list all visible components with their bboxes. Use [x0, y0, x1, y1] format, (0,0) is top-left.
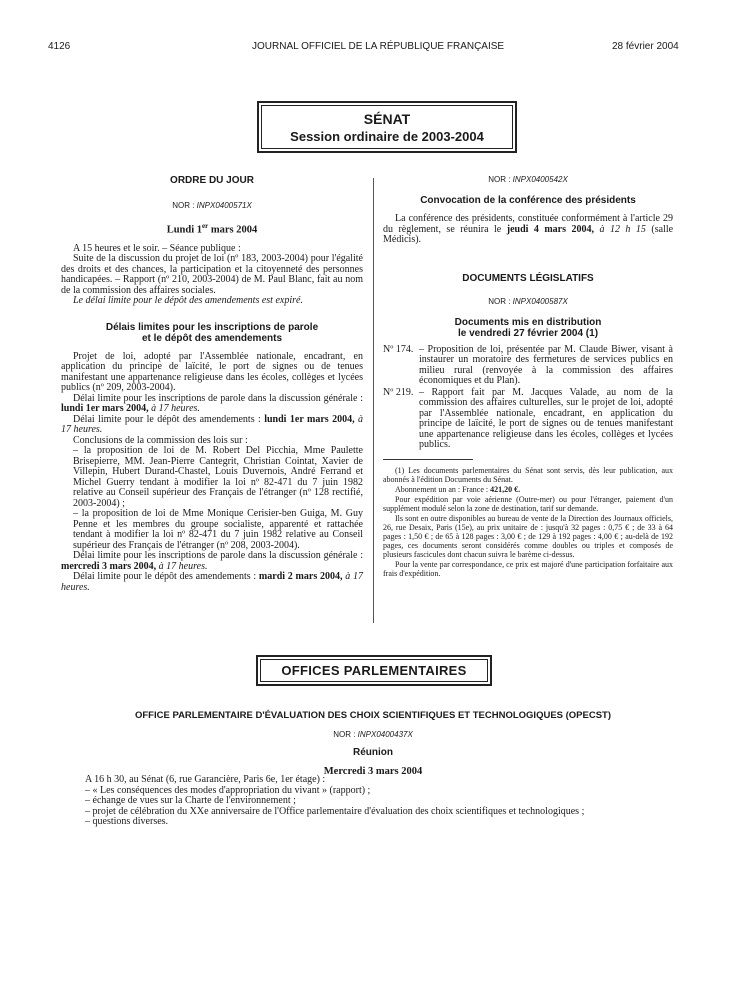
seance-intro: A 15 heures et le soir. – Séance publique : [73, 242, 241, 254]
delai-inscription-2-text: Délai limite pour les inscriptions de parole dans la discussion générale : [73, 550, 363, 561]
footnote-expedition: Pour expédition par voie aérienne (Outre-mer) ou pour l'étranger, paiement d'un supplément modulé selon la zone de destination, tarif sur demande. [383, 494, 673, 513]
offices-box [260, 659, 488, 682]
ordre-du-jour-title: ORDRE DU JOUR [170, 175, 254, 186]
delai-inscription-2-date: mercredi 3 mars 2004, [61, 560, 157, 572]
delai-inscription-1-time: à 17 heures. [151, 403, 200, 414]
delai-inscription-2 [61, 551, 363, 572]
nor-label: NOR : [488, 296, 511, 306]
document-174 [383, 345, 673, 387]
senat-subtitle: Session ordinaire de 2003-2004 [290, 129, 484, 144]
footnote-prices: Ils sont en outre disponibles au bureau de vente de la Direction des Journaux officiels, 26, rue Desaix, Paris (15e), au prix unitaire de : jusqu'à 32 pages : 0,75 € ; de 33 à 64 pages : 1,50 € ; de 65 à 128 pages : 3,00 € ; de 129 à 192 pages : 4,00 € ; au-delà de 192 pages, ces documents seront considérés comme doubles ou triples et composés de plusieurs fascicules dont chacun suivra le barème ci-dessus. [383, 513, 673, 559]
document-219-number: Nº 219. [383, 386, 414, 398]
convocation-date: jeudi 4 mars 2004, [506, 223, 594, 235]
proposition-item-1: – la proposition de loi de M. Robert Del Picchia, Mme Paulette Brisepierre, MM. Jean-Pierre Cantegrit, Christian Cointat, Xavier de Villepin, Hubert Durand-Chastel, Louis Duvernois, André Ferrand et Michel Guerry tendant à modifier la loi nº 82-471 du 7 juin 1982 relative au Conseil supérieur des Français de l'étranger (nº 128 rectifié, 2003-2004) ; [73, 445, 363, 509]
reunion-heading: Réunion [353, 747, 393, 758]
delais-heading-line2: et le dépôt des amendements [141, 332, 283, 344]
document-219-text: – Rapport fait par M. Jacques Valade, au nom de la commission des affaires culturelles, sur le projet de loi, adopté par l'Assemblée nationale, encadrant, en application du principe de laïcité, le port de signes ou de tenues manifestant une appartenance religieuse dans les écoles, collèges et lycées publics. [419, 386, 673, 450]
delai-amendements-2-time: à 17 heures. [61, 571, 364, 593]
reunion-agenda [85, 775, 675, 828]
convocation-time: à 12 h 15 [599, 223, 646, 235]
footnote-correspondence: Pour la vente par correspondance, ce prix est majoré d'une participation forfaitaire aux frais d'expédition. [383, 559, 673, 578]
nor-code: INPX0400542X [512, 175, 568, 184]
opecst-title: OFFICE PARLEMENTAIRE D'ÉVALUATION DES CHOIX SCIENTIFIQUES ET TECHNOLOGIQUES (OPECST) [134, 710, 612, 721]
delai-inscription-2-time: à 17 heures. [158, 560, 208, 572]
agenda-item-2: – échange de vues sur la Charte de l'environnement ; [85, 795, 296, 806]
nor-label: NOR : [172, 201, 195, 210]
right-column [383, 175, 673, 578]
delai-amendements-1 [61, 415, 363, 436]
page-date: 28 février 2004 [612, 41, 679, 52]
nor-line-3 [383, 297, 673, 306]
reunion-date: Mercredi 3 mars 2004 [323, 766, 423, 777]
convocation-title: Convocation de la conférence des présidents [420, 195, 636, 206]
nor-label: NOR : [488, 175, 511, 184]
delai-amendements-2-text: Délai limite pour le dépôt des amendements : [73, 571, 257, 582]
delai-amendements-1-text: Délai limite pour le dépôt des amendements : [73, 413, 261, 425]
nor-line-2 [383, 175, 673, 184]
delai-amendements-2 [61, 572, 363, 593]
agenda-item-1: – « Les conséquences des modes d'appropriation du vivant » (rapport) ; [85, 784, 371, 796]
senat-title: SÉNAT [363, 111, 411, 127]
projet-loi: Projet de loi, adopté par l'Assemblée nationale, encadrant, en application du principe de laïcité, le port de signes ou de tenues manifestant une appartenance religieuse dans les écoles, collèges et lycées publics (nº 209, 2003-2004). [61, 350, 363, 393]
documents-heading-line1: Documents mis en distribution [454, 316, 602, 328]
convocation-body: La conférence des présidents, constituée conformément à l'article 29 du règlement, se réunira le [383, 213, 673, 235]
proposition-item-2: – la proposition de loi de Mme Monique Cerisier-ben Guiga, M. Guy Penne et les membres du groupe socialiste, apparenté et rattachée tendant à modifier la loi nº 82-471 du 7 juin 1982 relative au Conseil supérieur des Français de l'étranger (nº 208, 2003-2004). [73, 508, 363, 551]
offices-box-title: OFFICES PARLEMENTAIRES [281, 663, 467, 678]
delais-heading [61, 322, 363, 344]
footnote-1: (1) Les documents parlementaires du Sénat sont servis, dès leur publication, aux abonnés à l'édition Documents du Sénat. [383, 465, 673, 484]
left-column [61, 175, 363, 593]
document-219 [383, 388, 673, 451]
delai-amendements-1-time: à 17 heures. [61, 413, 363, 435]
conclusions: Conclusions de la commission des lois sur : [73, 434, 248, 446]
nor-code: INPX0400587X [512, 296, 568, 306]
documents-heading-line2: le vendredi 27 février 2004 (1) [457, 327, 599, 339]
footnotes [383, 466, 673, 578]
nor-line-4 [60, 730, 686, 739]
convocation-place: (salle Médicis). [383, 223, 674, 245]
documents-legislatifs-title: DOCUMENTS LÉGISLATIFS [462, 272, 594, 284]
subscription-label: Abonnement un an : France : [395, 484, 489, 494]
nor-code: INPX0400437X [357, 730, 413, 739]
nor-code: INPX0400571X [196, 201, 252, 210]
column-divider [373, 178, 374, 623]
documents-distribution-heading [383, 317, 673, 339]
suite-discussion: Suite de la discussion du projet de loi (nº 183, 2003-2004) pour l'égalité des droits et des chances, la participation et la citoyenneté des personnes handicapées. – Rapport (nº 210, 2003-2004) de M. Paul Blanc, fait au nom de la commission des affaires sociales. [61, 253, 363, 296]
delai-inscription-1-text: Délai limite pour les inscriptions de parole dans la discussion générale : [73, 392, 363, 404]
delai-amendements-1-date: lundi 1er mars 2004, [264, 413, 355, 425]
document-174-number: Nº 174. [383, 343, 414, 355]
delai-amendements-2-date: mardi 2 mars 2004, [258, 571, 343, 582]
agenda-item-3: – projet de célébration du XXe anniversaire de l'Office parlementaire d'évaluation des choix scientifiques et technologiques ; [85, 805, 585, 817]
reunion-intro: A 16 h 30, au Sénat (6, rue Garancière, Paris 6e, 1er étage) : [85, 774, 326, 785]
footnote-subscription [383, 485, 673, 494]
lundi-heading: Lundi 1er mars 2004 [166, 222, 258, 236]
delais-heading-line1: Délais limites pour les inscriptions de parole [105, 321, 319, 333]
journal-title: JOURNAL OFFICIEL DE LA RÉPUBLIQUE FRANÇAISE [252, 41, 505, 52]
document-174-text: – Proposition de loi, présentée par M. Claude Biwer, visant à instaurer un moratoire des fermetures de services publics en milieu rural (renvoyée à la commission des affaires économiques et du Plan). [419, 343, 673, 386]
delai-inscription-1 [61, 394, 363, 415]
footnote-rule [383, 459, 473, 460]
offices-section [60, 710, 686, 777]
page-number: 4126 [48, 41, 71, 52]
senat-box [261, 105, 513, 149]
convocation-text [383, 214, 673, 246]
agenda-item-4: – questions diverses. [85, 816, 169, 827]
delai-expire: Le délai limite pour le dépôt des amendements est expiré. [73, 295, 303, 306]
nor-label: NOR : [333, 730, 356, 739]
nor-line-1 [61, 201, 363, 210]
subscription-price: 421,20 €. [490, 484, 521, 494]
delai-inscription-1-date: lundi 1er mars 2004, [61, 403, 149, 414]
